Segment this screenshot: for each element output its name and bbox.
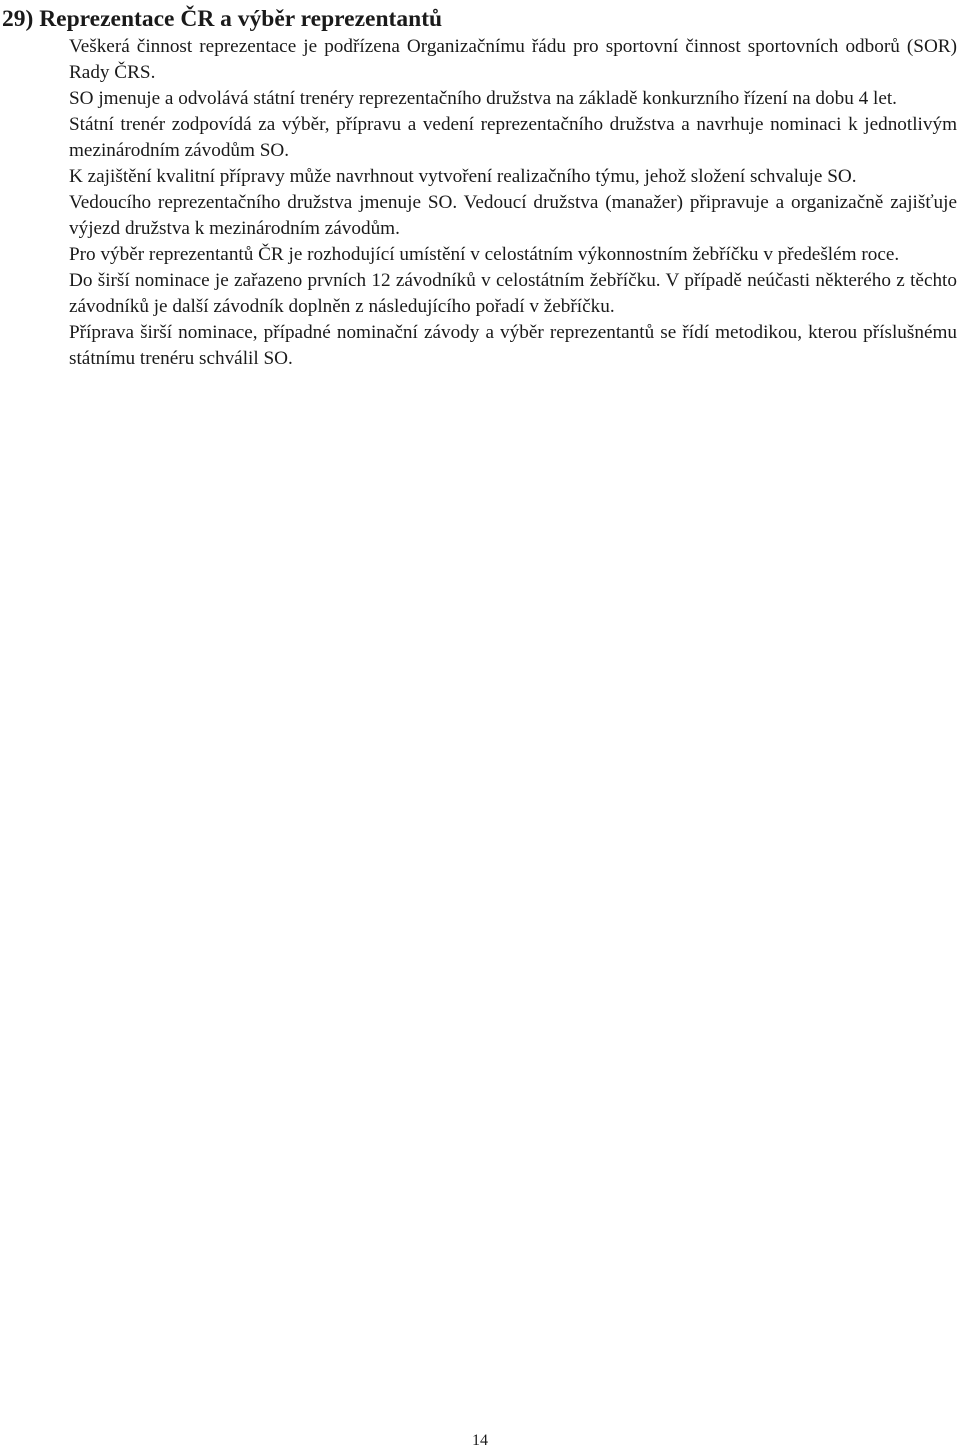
paragraph-selection-criteria: Pro výběr reprezentantů ČR je rozhodující umístění v celostátním výkonnostním žebříčku v předešlém roce. — [69, 244, 900, 265]
paragraph-methodology: Příprava širší nominace, případné nominační závody a výběr reprezentantů se řídí metodikou, kterou příslušnému státnímu trenéru schválil SO. — [69, 322, 957, 369]
section-heading: 29) Reprezentace ČR a výběr reprezentantů — [2, 6, 443, 32]
paragraph-organization: Veškerá činnost reprezentace je podřízena Organizačnímu řádu pro sportovní činnost sportovních odborů (SOR) Rady ČRS. — [69, 36, 957, 83]
paragraph-coach-appointment: SO jmenuje a odvolává státní trenéry reprezentačního družstva na základě konkurzního řízení na dobu 4 let. — [69, 88, 897, 109]
page-number: 14 — [472, 1432, 488, 1449]
paragraph-wider-nomination: Do širší nominace je zařazeno prvních 12 závodníků v celostátním žebříčku. V případě neúčasti některého z těchto závodníků je další závodník doplněn z následujícího pořadí v žebříčku. — [69, 270, 957, 317]
paragraph-realization-team: K zajištění kvalitní přípravy může navrhnout vytvoření realizačního týmu, jehož složení schvaluje SO. — [69, 166, 857, 187]
paragraph-coach-duties: Státní trenér zodpovídá za výběr, přípravu a vedení reprezentačního družstva a navrhuje nominaci k jednotlivým mezinárodním závodům SO. — [69, 114, 957, 161]
paragraph-team-leader: Vedoucího reprezentačního družstva jmenuje SO. Vedoucí družstva (manažer) připravuje a organizačně zajišťuje výjezd družstva k mezinárodním závodům. — [69, 192, 957, 239]
section-body — [69, 34, 957, 372]
